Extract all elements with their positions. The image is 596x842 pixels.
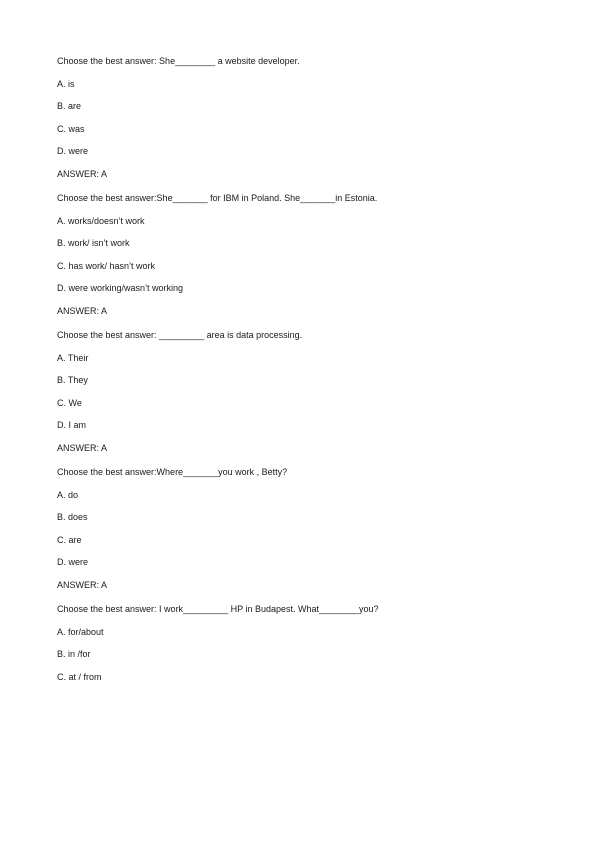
answer-option: C. has work/ hasn’t work xyxy=(57,260,156,271)
question-prompt: Choose the best answer: She________ a website developer. xyxy=(57,56,300,66)
answer-key: ANSWER: A xyxy=(57,442,108,453)
answer-option: B. They xyxy=(57,375,88,385)
answer-option: C. are xyxy=(57,534,82,545)
answer-option: A. is xyxy=(57,78,75,89)
answer-option: C. was xyxy=(57,123,85,134)
question-block-4 xyxy=(57,466,557,591)
answer-option: D. were xyxy=(57,146,89,156)
answer-option: A. do xyxy=(57,489,79,500)
answer-option: B. does xyxy=(57,512,88,522)
question-prompt: Choose the best answer: I work_________ HP in Budapest. What________you? xyxy=(57,604,379,614)
question-block-2 xyxy=(57,192,557,317)
question-prompt: Choose the best answer:She_______ for IBM in Poland. She_______in Estonia. xyxy=(57,193,378,203)
question-block-5 xyxy=(57,603,557,683)
answer-key: ANSWER: A xyxy=(57,168,108,179)
question-block-3 xyxy=(57,329,557,454)
question-prompt: Choose the best answer: _________ area is data processing. xyxy=(57,330,303,340)
document-page xyxy=(57,55,557,695)
answer-option: B. are xyxy=(57,101,82,111)
answer-key: ANSWER: A xyxy=(57,305,108,316)
answer-option: D. I am xyxy=(57,420,87,430)
answer-option: A. works/doesn’t work xyxy=(57,215,145,226)
answer-key: ANSWER: A xyxy=(57,579,108,590)
answer-option: D. were working/wasn’t working xyxy=(57,283,184,293)
answer-option: C. at / from xyxy=(57,671,102,682)
answer-option: B. in /for xyxy=(57,649,91,659)
answer-option: A. for/about xyxy=(57,626,104,637)
question-block-1 xyxy=(57,55,557,180)
answer-option: D. were xyxy=(57,557,89,567)
question-prompt: Choose the best answer:Where_______you work , Betty? xyxy=(57,467,288,477)
answer-option: C. We xyxy=(57,397,82,408)
answer-option: A. Their xyxy=(57,352,89,363)
answer-option: B. work/ isn’t work xyxy=(57,238,130,248)
